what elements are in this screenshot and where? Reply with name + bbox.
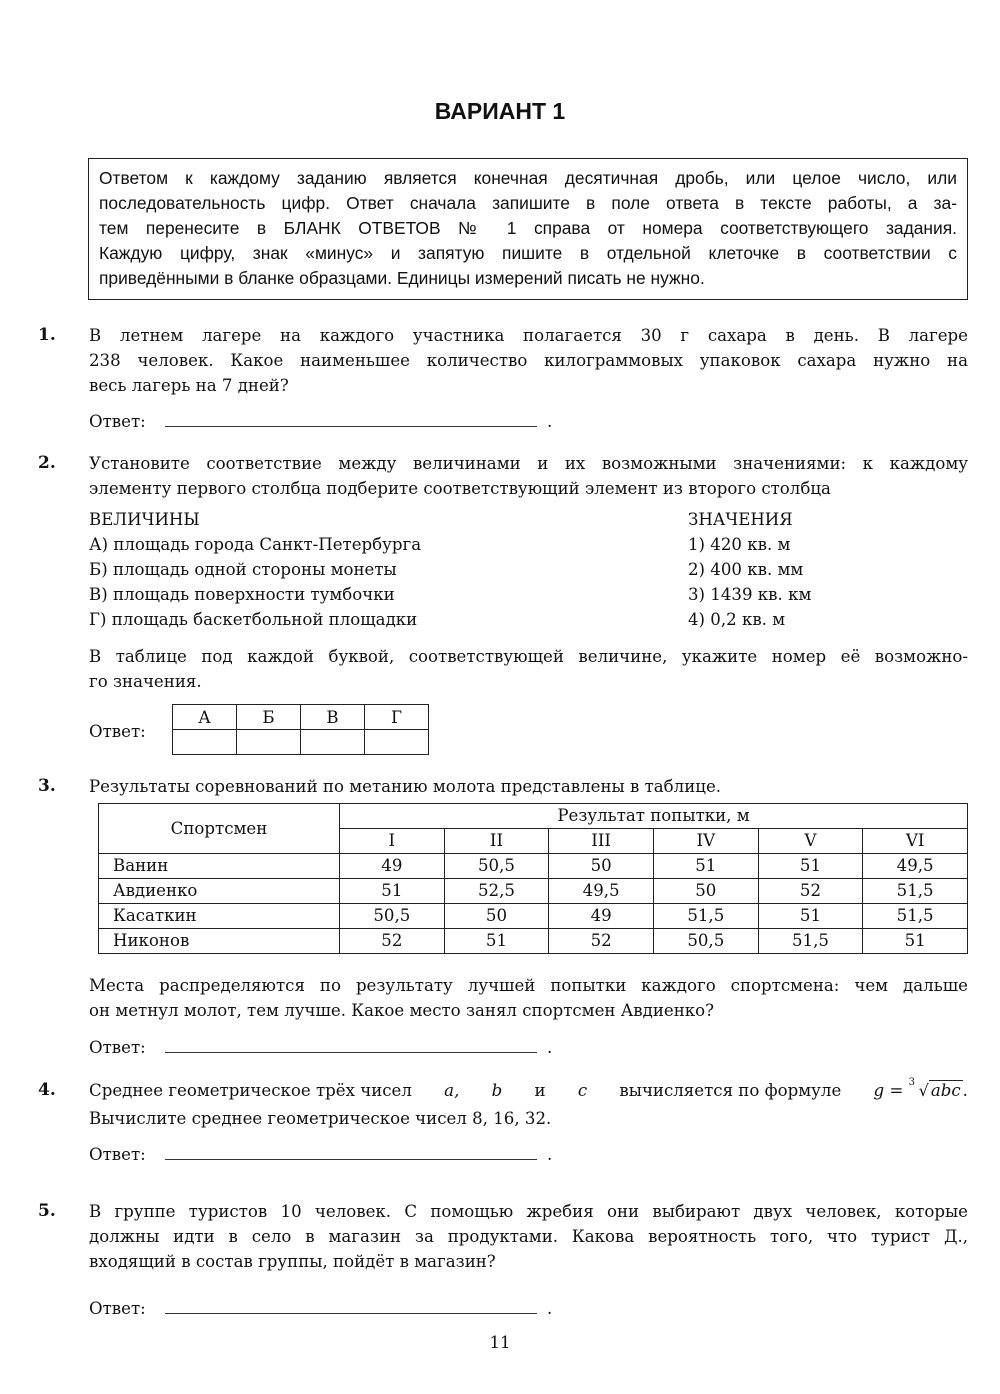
attempt-header: V [758,829,863,854]
variable-a: a, [444,1081,460,1100]
answer-line[interactable] [165,1159,537,1160]
quantities-column [89,507,421,632]
attempt-header: II [444,829,549,854]
task-text-part: и [534,1081,546,1100]
task-text [89,774,968,799]
radicand: abc [930,1081,961,1100]
result-cell: 50,5 [340,904,445,929]
task-line: В группе туристов 10 человек. С помощью жребия они выбирают двух человек, которые [89,1202,968,1221]
answer-table [172,704,429,755]
task-line: он метнул молот, тем лучше. Какое место занял спортсмен Авдиенко? [89,1001,715,1020]
task-text-part: вычисляется по формуле [619,1081,842,1100]
answer-label: Ответ: [89,412,146,431]
answer-letter: Б [237,705,301,730]
instructions-box [88,158,968,300]
attempt-header: I [340,829,445,854]
result-cell: 51,5 [653,904,758,929]
task-line: Результаты соревнований по метанию молота представлены в таблице. [89,777,722,796]
result-header: Результат попытки, м [340,804,968,829]
page-title: ВАРИАНТ 1 [434,98,566,124]
result-cell: 51 [863,929,968,954]
table-row [99,879,968,904]
task-text [89,451,968,501]
formula [874,1078,968,1103]
results-table [98,803,968,954]
radical-sign-icon: √ [918,1081,929,1100]
quantity-item: А) площадь города Санкт-Петербурга [89,535,422,554]
answer-field[interactable] [89,1142,553,1167]
task-number: 1. [38,325,56,345]
column-header: ЗНАЧЕНИЯ [688,510,793,529]
result-cell: 50 [653,879,758,904]
result-cell: 50 [549,854,654,879]
variable-b: b [491,1081,503,1100]
result-cell: 51,5 [863,904,968,929]
athlete-name: Касаткин [99,904,340,929]
result-cell: 49 [340,854,445,879]
answer-dot: . [547,1038,553,1057]
answer-label: Ответ: [89,1299,146,1318]
value-item: 2) 400 кв. мм [688,560,804,579]
answer-field[interactable] [89,1035,553,1060]
result-cell: 51 [340,879,445,904]
answer-line[interactable] [165,426,537,427]
task-line-formula [89,1078,968,1103]
instructions-line: Ответом к каждому заданию является конечная десятичная дробь, или целое число, или [99,168,957,188]
athlete-name: Ванин [99,854,340,879]
result-cell: 52 [340,929,445,954]
answer-line[interactable] [165,1052,537,1053]
task-number: 4. [38,1080,56,1100]
task-text [89,1106,968,1131]
task-line: Места распределяются по результату лучшей попытки каждого спортсмена: чем дальше [89,976,968,995]
column-header: ВЕЛИЧИНЫ [89,510,200,529]
task-line: Вычислите среднее геометрическое чисел 8, 16, 32. [89,1109,552,1128]
task-text [89,1199,968,1274]
answer-field[interactable] [89,1296,553,1321]
answer-label: Ответ: [89,1038,146,1057]
attempt-header: III [549,829,654,854]
root-index: 3 [908,1077,916,1088]
task-line: Установите соответствие между величинами и их возможными значениями: к каждому [89,454,968,473]
quantity-item: В) площадь поверхности тумбочки [89,585,395,604]
formula-end: . [962,1081,968,1100]
table-instruction [89,644,968,694]
answer-dot: . [547,1299,553,1318]
answer-dot: . [547,412,553,431]
answer-letter: В [301,705,365,730]
result-cell: 49,5 [549,879,654,904]
athlete-name: Никонов [99,929,340,954]
athlete-name: Авдиенко [99,879,340,904]
result-cell: 52,5 [444,879,549,904]
answer-cell[interactable] [301,730,365,755]
task-line: входящий в состав группы, пойдёт в магазин? [89,1252,496,1271]
result-cell: 51 [444,929,549,954]
instructions-line: Каждую цифру, знак «минус» и запятую пишите в отдельной клеточке в соответствии с [99,243,957,263]
result-cell: 49,5 [863,854,968,879]
value-item: 4) 0,2 кв. м [688,610,786,629]
result-cell: 50,5 [653,929,758,954]
result-cell: 50 [444,904,549,929]
value-item: 3) 1439 кв. км [688,585,812,604]
task-line: В таблице под каждой буквой, соответствующей величине, укажите номер её возможно- [89,647,968,666]
answer-label-2: Ответ: [89,722,146,741]
task-line: В летнем лагере на каждого участника полагается 30 г сахара в день. В лагере [89,326,968,345]
instructions-line: последовательность цифр. Ответ сначала запишите в поле ответа в тексте работы, а за- [99,193,957,213]
answer-letter: А [173,705,237,730]
table-row [99,854,968,879]
task-number: 5. [38,1201,56,1221]
result-cell: 52 [758,879,863,904]
task-line: го значения. [89,672,202,691]
task-number: 2. [38,453,56,473]
value-item: 1) 420 кв. м [688,535,791,554]
answer-label: Ответ: [89,1145,146,1164]
task-number: 3. [38,776,56,796]
task-text [89,323,968,398]
result-cell: 49 [549,904,654,929]
instructions-line: тем перенесите в БЛАНК ОТВЕТОВ № 1 справа от номера соответствующего задания. [99,218,957,238]
table-row [99,929,968,954]
quantity-item: Г) площадь баскетбольной площадки [89,610,418,629]
answer-letter: Г [365,705,429,730]
page-number: 11 [489,1333,511,1352]
formula-lhs: g = [873,1081,904,1100]
result-cell: 52 [549,929,654,954]
answer-cell[interactable] [365,730,429,755]
task-text-part: Среднее геометрическое трёх чисел [89,1081,412,1100]
instructions-line: приведёнными в бланке образцами. Единицы измерений писать не нужно. [99,268,705,288]
task-text [89,973,968,1023]
variable-c: c [577,1081,588,1100]
table-row [99,904,968,929]
result-cell: 51,5 [863,879,968,904]
result-cell: 51 [758,854,863,879]
task-line: 238 человек. Какое наименьшее количество килограммовых упаковок сахара нужно на [89,351,968,370]
answer-dot: . [547,1145,553,1164]
result-cell: 51 [653,854,758,879]
answer-field[interactable] [89,409,553,434]
result-cell: 50,5 [444,854,549,879]
answer-cell[interactable] [173,730,237,755]
answer-cell[interactable] [237,730,301,755]
attempt-header: VI [863,829,968,854]
values-column [688,507,811,632]
task-line: должны идти в село в магазин за продуктами. Какова вероятность того, что турист Д., [89,1227,968,1246]
cube-root [909,1078,963,1103]
task-line: весь лагерь на 7 дней? [89,376,289,395]
task-line: элементу первого столбца подберите соответствующий элемент из второго столбца [89,479,831,498]
answer-line[interactable] [165,1313,537,1314]
athlete-header: Спортсмен [99,804,340,854]
result-cell: 51,5 [758,929,863,954]
attempt-header: IV [653,829,758,854]
result-cell: 51 [758,904,863,929]
quantity-item: Б) площадь одной стороны монеты [89,560,397,579]
